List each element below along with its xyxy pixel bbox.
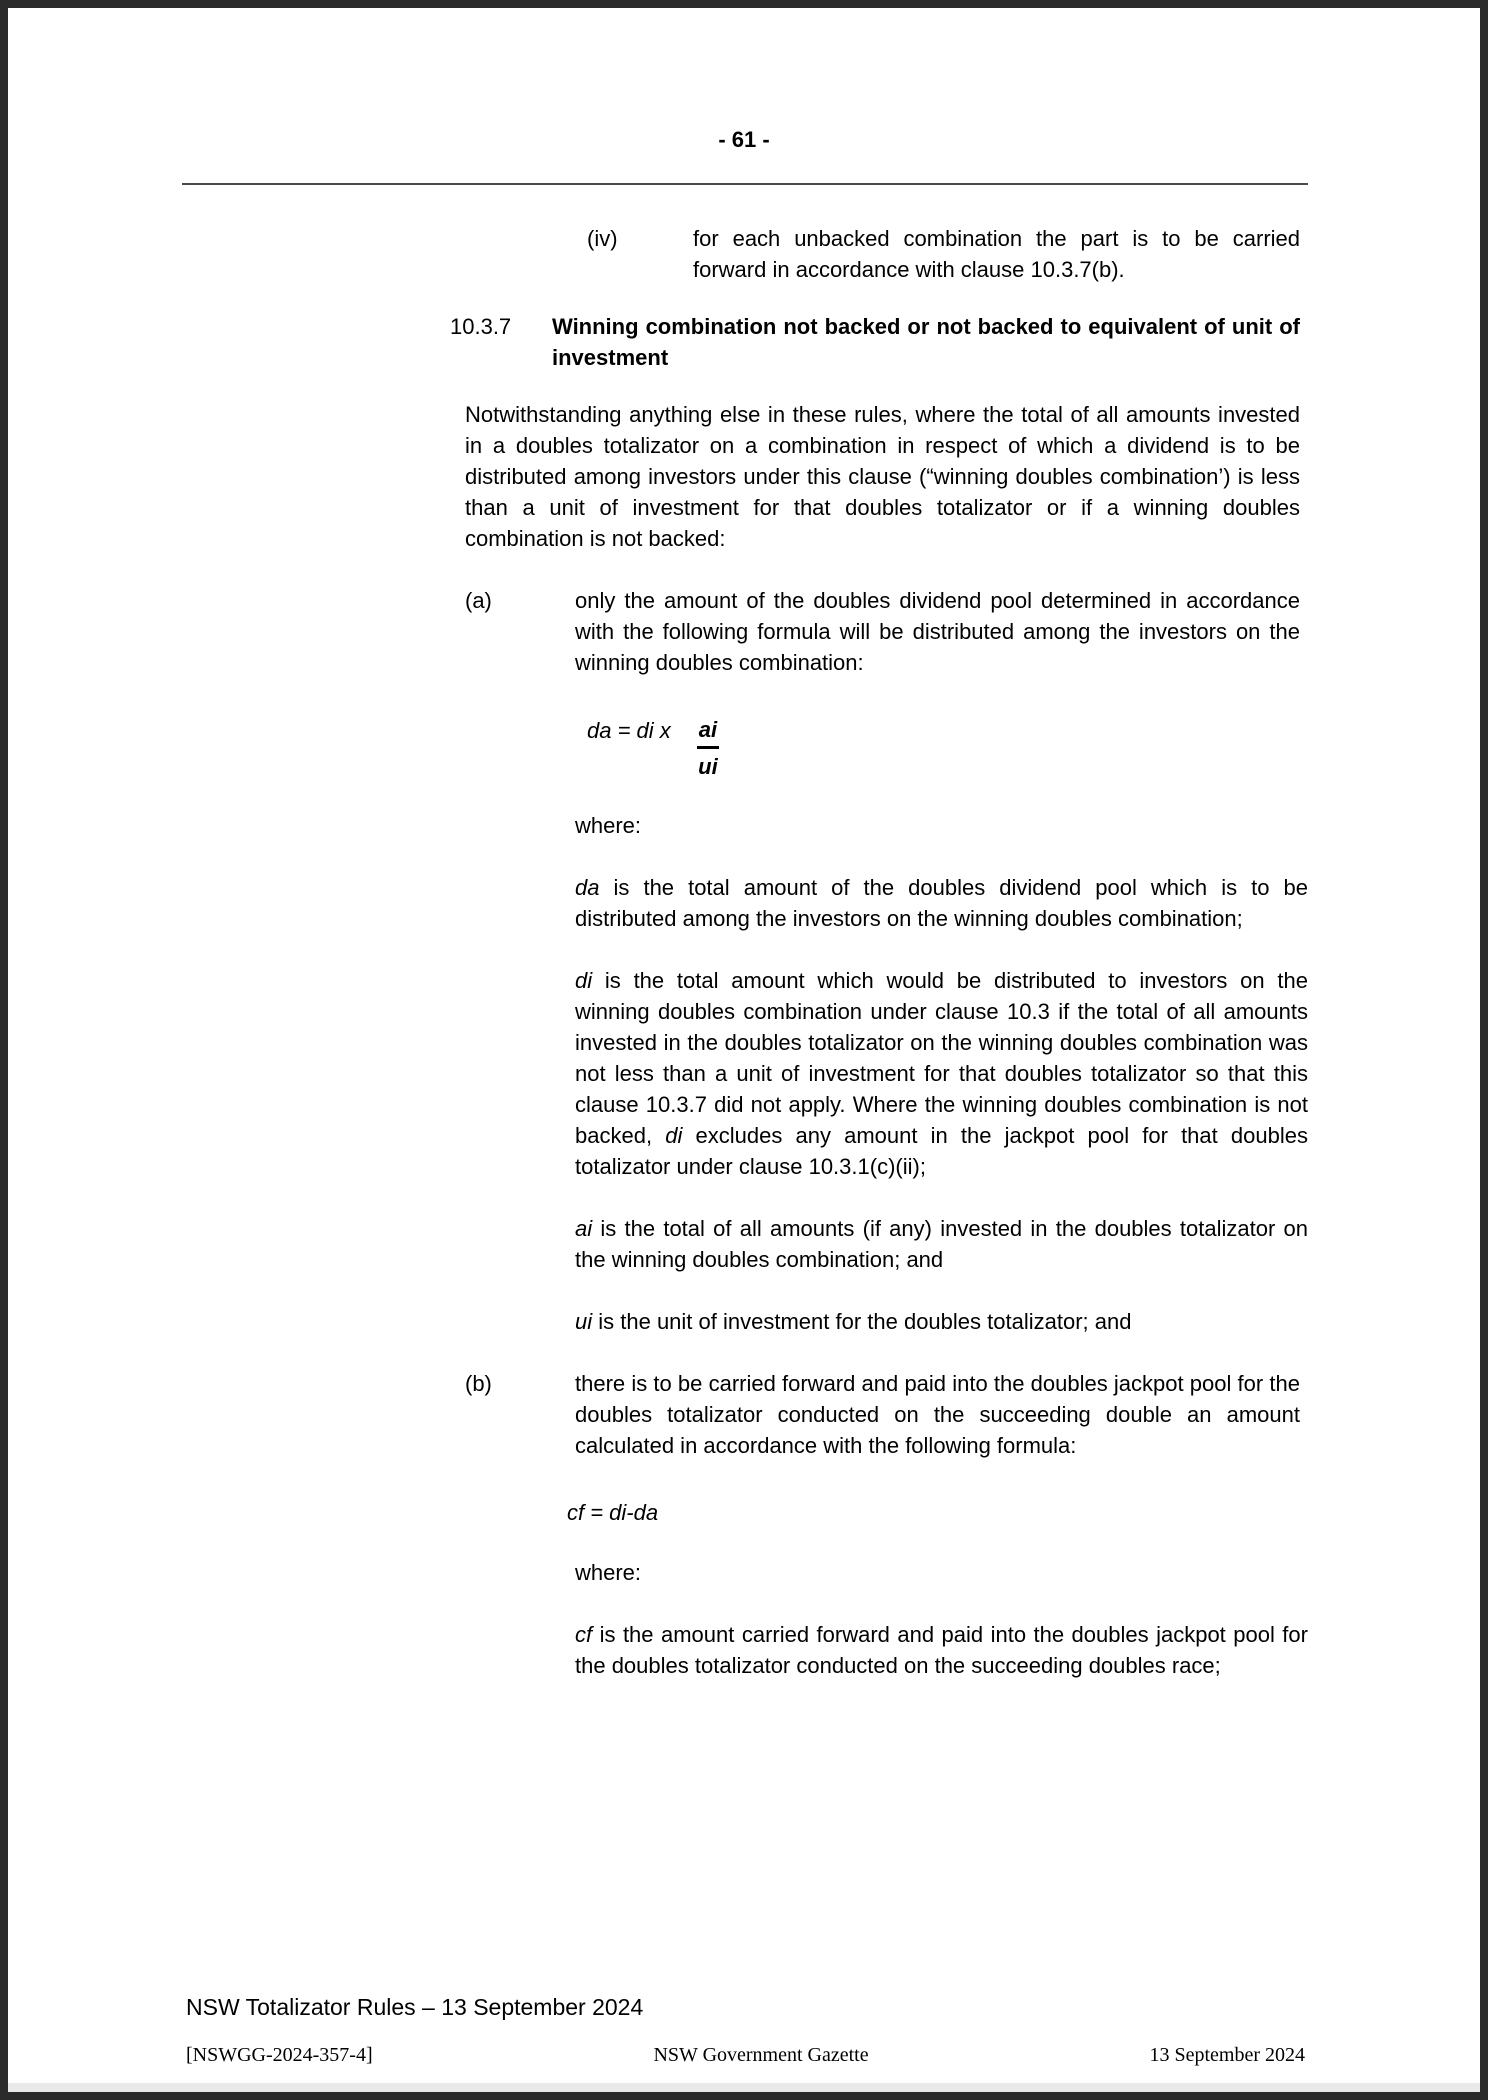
- definition-di-term-2: di: [665, 1123, 683, 1148]
- definition-di: [575, 965, 1308, 1182]
- intro-paragraph: Notwithstanding anything else in these rules, where the total of all amounts invested in a doubles totalizator on a combination in respect of which a dividend is to be distributed among investors under this clause (“winning doubles combination’) is less than a unit of investment for that doubles totalizator or if a winning doubles combination is not backed:: [465, 402, 1300, 551]
- definition-ai-term: ai: [575, 1216, 593, 1241]
- where-label-1: where:: [575, 813, 642, 838]
- definition-da-text: is the total amount of the doubles dividend pool which is to be distributed among the investors on the winning doubles combination;: [575, 875, 1308, 931]
- list-item-iv-label: (iv): [587, 226, 618, 251]
- header-rule: [182, 183, 1308, 185]
- definition-ai: [575, 1213, 1308, 1275]
- section-number: 10.3.7: [450, 314, 512, 339]
- list-item-a-label: (a): [465, 588, 492, 613]
- formula-da-lhs: da = di x: [587, 718, 671, 743]
- formula-da-numerator: ai: [697, 715, 719, 749]
- formula-da-denominator: ui: [698, 754, 718, 779]
- document-footer-title: NSW Totalizator Rules – 13 September 2024: [186, 1994, 644, 2020]
- definition-di-text-2: excludes any amount in the jackpot pool for that doubles totalizator under clause 10.3.1(c)(ii);: [575, 1123, 1308, 1179]
- definition-da-term: da: [575, 875, 600, 900]
- list-item-b-text: there is to be carried forward and paid into the doubles jackpot pool for the doubles totalizator conducted on the succeeding double an amount calculated in accordance with the following formula:: [575, 1371, 1300, 1458]
- formula-cf: cf = di-da: [567, 1500, 659, 1525]
- list-item-a: [465, 585, 1480, 678]
- definition-da: [575, 872, 1308, 934]
- definition-cf: [575, 1619, 1308, 1681]
- definition-di-text: is the total amount which would be distributed to investors on the winning doubles combination under clause 10.3 if the total of all amounts invested in the doubles totalizator on the winning doubles combination was not less than a unit of investment for that doubles totalizator so that this clause 10.3.7 did not apply. Where the winning doubles combination is not backed,: [575, 968, 1308, 1148]
- page-number: - 61 -: [718, 127, 770, 152]
- definition-ui-term: ui: [575, 1309, 593, 1334]
- formula-da: [587, 715, 1480, 781]
- definition-ui-text: is the unit of investment for the doubles totalizator; and: [598, 1309, 1132, 1334]
- list-item-b: [465, 1368, 1480, 1461]
- gazette-footer: [186, 2042, 1305, 2068]
- section-title: Winning combination not backed or not backed to equivalent of unit of investment: [552, 314, 1300, 370]
- list-item-a-text: only the amount of the doubles dividend pool determined in accordance with the following formula will be distributed among the investors on the winning doubles combination:: [575, 588, 1300, 675]
- gazette-date: 13 September 2024: [1149, 2044, 1305, 2066]
- document-page: [8, 8, 1480, 2092]
- definition-cf-term: cf: [575, 1622, 593, 1647]
- formula-da-fraction: [697, 715, 719, 781]
- list-item-iv-text: for each unbacked combination the part is to be carried forward in accordance with clause 10.3.7(b).: [693, 226, 1300, 282]
- definition-ai-text: is the total of all amounts (if any) invested in the doubles totalizator on the winning doubles combination; and: [575, 1216, 1308, 1272]
- gazette-publication: NSW Government Gazette: [653, 2044, 869, 2066]
- section-heading: [450, 311, 1480, 373]
- where-label-2: where:: [575, 1560, 642, 1585]
- gazette-reference: [NSWGG-2024-357-4]: [186, 2044, 373, 2066]
- definition-di-term: di: [575, 968, 593, 993]
- definition-cf-text: is the amount carried forward and paid into the doubles jackpot pool for the doubles totalizator conducted on the succeeding doubles race;: [575, 1622, 1308, 1678]
- list-item-b-label: (b): [465, 1371, 492, 1396]
- definition-ui: [575, 1306, 1308, 1337]
- page-bottom-shade: [8, 2083, 1480, 2092]
- list-item-iv: [587, 223, 1480, 285]
